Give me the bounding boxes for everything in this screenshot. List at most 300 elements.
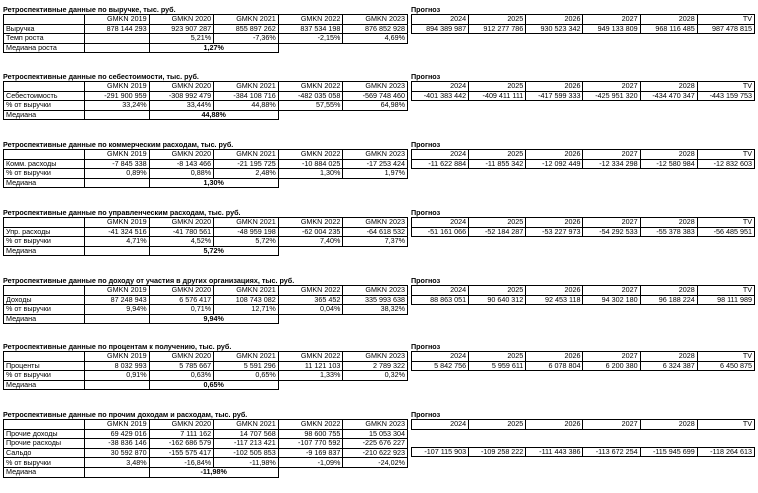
forecast-value-cell[interactable]: -111 443 386 [526, 447, 583, 457]
forecast-year-cell[interactable]: 2025 [469, 218, 526, 228]
prognoz-label: Прогноз [411, 140, 441, 149]
forecast-year-cell[interactable]: 2026 [526, 352, 583, 362]
row-label-cell[interactable]: Проценты [4, 361, 85, 371]
forecast-year-cell[interactable]: 2028 [640, 352, 697, 362]
forecast-year-cell[interactable]: 2025 [469, 420, 526, 430]
value-cell[interactable]: -162 686 579 [149, 439, 214, 449]
table-row [4, 458, 408, 468]
year-header-cell[interactable]: GMKN 2021 [214, 420, 279, 430]
value-cell[interactable]: 7,40% [278, 237, 343, 247]
row-label-cell[interactable]: Медиана [4, 314, 85, 324]
year-header-cell[interactable]: GMKN 2019 [85, 15, 150, 25]
forecast-year-cell[interactable]: 2027 [583, 82, 640, 92]
forecast-year-cell[interactable]: 2024 [412, 82, 469, 92]
value-cell[interactable]: 5,21% [149, 34, 214, 44]
forecast-value-cell[interactable]: 949 133 809 [583, 24, 640, 34]
row-label-cell[interactable]: % от выручки [4, 305, 85, 315]
section-title: Ретроспективные данные по коммерческим расходам, тыс. руб. [3, 140, 234, 149]
row-label-cell[interactable]: Выручка [4, 24, 85, 34]
forecast-value-cell[interactable]: 5 842 756 [412, 361, 469, 371]
value-cell[interactable]: 5 591 296 [214, 361, 279, 371]
table-row [4, 178, 408, 188]
section-title: Ретроспективные данные по выручке, тыс. руб. [3, 5, 176, 14]
value-cell[interactable]: -10 884 025 [278, 159, 343, 169]
forecast-value-cell[interactable]: -11 855 342 [469, 159, 526, 169]
value-cell[interactable]: -21 195 725 [214, 159, 279, 169]
value-cell[interactable]: -384 108 716 [214, 91, 279, 101]
prognoz-label: Прогноз [411, 208, 441, 217]
year-header-cell[interactable]: GMKN 2021 [214, 82, 279, 92]
row-label-cell[interactable]: Медиана [4, 178, 85, 188]
table-row [4, 110, 408, 120]
value-cell[interactable]: 0,63% [149, 371, 214, 381]
header-row [4, 15, 408, 25]
retro-table [3, 351, 408, 390]
empty-cell[interactable] [469, 429, 526, 438]
forecast-year-cell[interactable]: 2027 [583, 420, 640, 430]
value-cell[interactable]: -9 169 837 [278, 448, 343, 458]
empty-cell[interactable] [85, 110, 150, 120]
section-title: Ретроспективные данные по процентам к получению, тыс. руб. [3, 342, 232, 351]
forecast-value-cell[interactable]: -52 184 287 [469, 227, 526, 237]
forecast-year-cell[interactable]: 2025 [469, 82, 526, 92]
row-label-cell[interactable]: Доходы [4, 295, 85, 305]
year-header-cell[interactable]: GMKN 2023 [343, 286, 408, 296]
table-row [4, 227, 408, 237]
forecast-year-cell[interactable]: 2027 [583, 286, 640, 296]
year-header-cell[interactable]: GMKN 2022 [278, 15, 343, 25]
forecast-year-cell[interactable]: 2024 [412, 15, 469, 25]
forecast-year-cell[interactable]: 2024 [412, 352, 469, 362]
value-cell[interactable]: 5,72% [214, 237, 279, 247]
value-cell[interactable]: -48 959 198 [214, 227, 279, 237]
year-header-cell[interactable]: GMKN 2022 [278, 82, 343, 92]
forecast-value-cell[interactable]: -12 580 984 [640, 159, 697, 169]
value-cell[interactable]: 0,88% [149, 169, 214, 179]
empty-cell[interactable] [85, 314, 150, 324]
year-header-cell[interactable]: GMKN 2019 [85, 150, 150, 160]
value-cell[interactable]: -155 575 417 [149, 448, 214, 458]
forecast-empty-row [412, 429, 755, 438]
table-row [4, 361, 408, 371]
forecast-value-cell[interactable]: -409 411 111 [469, 91, 526, 101]
forecast-value-cell[interactable]: 90 640 312 [469, 295, 526, 305]
year-header-cell[interactable]: GMKN 2020 [149, 82, 214, 92]
value-cell[interactable]: 0,89% [85, 169, 150, 179]
median-value-cell[interactable]: -11,98% [149, 467, 278, 477]
empty-cell[interactable] [85, 380, 150, 390]
empty-cell[interactable] [583, 438, 640, 447]
value-cell[interactable]: 335 993 638 [343, 295, 408, 305]
value-cell[interactable]: -102 505 853 [214, 448, 279, 458]
table-row [4, 24, 408, 34]
row-label-cell[interactable]: % от выручки [4, 169, 85, 179]
forecast-value-cell[interactable]: -12 092 449 [526, 159, 583, 169]
forecast-value-cell[interactable]: 912 277 786 [469, 24, 526, 34]
header-empty-cell[interactable] [4, 150, 85, 160]
value-cell[interactable]: 64,98% [343, 101, 408, 111]
empty-cell[interactable] [697, 429, 754, 438]
empty-cell[interactable] [469, 438, 526, 447]
value-cell[interactable]: 0,71% [149, 305, 214, 315]
forecast-year-cell[interactable]: 2028 [640, 15, 697, 25]
forecast-value-cell[interactable]: -109 258 222 [469, 447, 526, 457]
forecast-value-cell[interactable]: -51 161 066 [412, 227, 469, 237]
table-row [4, 429, 408, 439]
year-header-cell[interactable]: GMKN 2021 [214, 286, 279, 296]
forecast-value-cell[interactable]: -425 951 320 [583, 91, 640, 101]
value-cell[interactable]: 1,97% [343, 169, 408, 179]
forecast-year-cell[interactable]: 2027 [583, 352, 640, 362]
forecast-table [411, 419, 755, 457]
forecast-year-cell[interactable]: 2027 [583, 15, 640, 25]
empty-cell[interactable] [85, 246, 150, 256]
row-label-cell[interactable]: Прочие расходы [4, 439, 85, 449]
value-cell[interactable]: 5 785 667 [149, 361, 214, 371]
value-cell[interactable]: -107 770 592 [278, 439, 343, 449]
empty-cell[interactable] [85, 467, 150, 477]
forecast-row [412, 24, 755, 34]
year-header-cell[interactable]: GMKN 2019 [85, 352, 150, 362]
value-cell[interactable]: 38,32% [343, 305, 408, 315]
value-cell[interactable]: 837 534 198 [278, 24, 343, 34]
header-row [4, 286, 408, 296]
retro-table [3, 217, 408, 256]
section-title: Ретроспективные данные по управленческим расходам, тыс. руб. [3, 208, 241, 217]
year-header-cell[interactable]: GMKN 2022 [278, 352, 343, 362]
row-label-cell[interactable]: Медиана [4, 380, 85, 390]
forecast-value-cell[interactable]: -107 115 903 [412, 447, 469, 457]
value-cell[interactable]: -117 213 421 [214, 439, 279, 449]
median-value-cell[interactable]: 9,94% [149, 314, 278, 324]
forecast-value-cell[interactable]: 6 450 875 [697, 361, 754, 371]
value-cell[interactable]: 2,48% [214, 169, 279, 179]
value-cell[interactable]: 4,69% [343, 34, 408, 44]
forecast-row [412, 447, 755, 457]
forecast-empty-row [412, 438, 755, 447]
table-row [4, 34, 408, 44]
header-empty-cell[interactable] [4, 352, 85, 362]
year-header-cell[interactable]: GMKN 2020 [149, 150, 214, 160]
year-header-cell[interactable]: GMKN 2023 [343, 150, 408, 160]
forecast-year-cell[interactable]: 2024 [412, 420, 469, 430]
empty-cell[interactable] [412, 438, 469, 447]
forecast-year-cell[interactable]: TV [697, 82, 754, 92]
year-header-cell[interactable]: GMKN 2020 [149, 286, 214, 296]
forecast-year-cell[interactable]: 2028 [640, 420, 697, 430]
value-cell[interactable]: -41 780 561 [149, 227, 214, 237]
value-cell[interactable] [85, 34, 150, 44]
row-label-cell[interactable]: Медиана роста [4, 43, 85, 53]
year-header-cell[interactable]: GMKN 2023 [343, 15, 408, 25]
value-cell[interactable]: 33,44% [149, 101, 214, 111]
year-header-cell[interactable]: GMKN 2022 [278, 286, 343, 296]
table-row [4, 380, 408, 390]
table-row [4, 467, 408, 477]
prognoz-label: Прогноз [411, 342, 441, 351]
forecast-value-cell[interactable]: 98 111 989 [697, 295, 754, 305]
forecast-year-cell[interactable]: TV [697, 150, 754, 160]
row-label-cell[interactable]: % от выручки [4, 458, 85, 468]
value-cell[interactable]: -41 324 516 [85, 227, 150, 237]
forecast-year-cell[interactable]: TV [697, 286, 754, 296]
value-cell[interactable]: -225 676 227 [343, 439, 408, 449]
retro-table [3, 419, 408, 478]
forecast-value-cell[interactable]: 92 453 118 [526, 295, 583, 305]
value-cell[interactable]: -1,09% [278, 458, 343, 468]
forecast-year-cell[interactable]: 2026 [526, 150, 583, 160]
value-cell[interactable]: 1,30% [278, 169, 343, 179]
value-cell[interactable]: -62 004 235 [278, 227, 343, 237]
value-cell[interactable]: 98 600 755 [278, 429, 343, 439]
forecast-value-cell[interactable]: -434 470 347 [640, 91, 697, 101]
empty-cell[interactable] [697, 438, 754, 447]
forecast-value-cell[interactable]: -55 378 383 [640, 227, 697, 237]
empty-cell[interactable] [526, 438, 583, 447]
value-cell[interactable]: 878 144 293 [85, 24, 150, 34]
forecast-table [411, 81, 755, 101]
forecast-year-cell[interactable]: 2025 [469, 150, 526, 160]
prognoz-label: Прогноз [411, 276, 441, 285]
value-cell[interactable]: 15 053 304 [343, 429, 408, 439]
year-header-cell[interactable]: GMKN 2019 [85, 218, 150, 228]
forecast-header-row [412, 82, 755, 92]
year-header-cell[interactable]: GMKN 2020 [149, 218, 214, 228]
row-label-cell[interactable]: % от выручки [4, 101, 85, 111]
row-label-cell[interactable]: Медиана [4, 246, 85, 256]
value-cell[interactable]: -64 618 532 [343, 227, 408, 237]
empty-cell[interactable] [640, 438, 697, 447]
forecast-year-cell[interactable]: 2026 [526, 218, 583, 228]
value-cell[interactable]: 33,24% [85, 101, 150, 111]
forecast-year-cell[interactable]: 2024 [412, 218, 469, 228]
forecast-value-cell[interactable]: 6 078 804 [526, 361, 583, 371]
forecast-value-cell[interactable]: -12 832 603 [697, 159, 754, 169]
year-header-cell[interactable]: GMKN 2021 [214, 218, 279, 228]
header-row [4, 352, 408, 362]
forecast-table [411, 285, 755, 305]
value-cell[interactable]: 6 576 417 [149, 295, 214, 305]
forecast-value-cell[interactable]: -443 159 753 [697, 91, 754, 101]
forecast-table [411, 14, 755, 34]
row-label-cell[interactable]: % от выручки [4, 371, 85, 381]
year-header-cell[interactable]: GMKN 2021 [214, 150, 279, 160]
value-cell[interactable]: 14 707 568 [214, 429, 279, 439]
year-header-cell[interactable]: GMKN 2019 [85, 82, 150, 92]
empty-cell[interactable] [85, 43, 150, 53]
value-cell[interactable]: -308 992 479 [149, 91, 214, 101]
table-row [4, 101, 408, 111]
forecast-year-cell[interactable]: 2024 [412, 286, 469, 296]
value-cell[interactable]: 365 452 [278, 295, 343, 305]
value-cell[interactable]: 57,55% [278, 101, 343, 111]
year-header-cell[interactable]: GMKN 2021 [214, 15, 279, 25]
value-cell[interactable]: 7,37% [343, 237, 408, 247]
empty-cell[interactable] [85, 178, 150, 188]
forecast-value-cell[interactable]: 987 478 815 [697, 24, 754, 34]
value-cell[interactable]: 4,71% [85, 237, 150, 247]
forecast-value-cell[interactable]: -56 485 951 [697, 227, 754, 237]
forecast-year-cell[interactable]: 2028 [640, 286, 697, 296]
forecast-year-cell[interactable]: 2027 [583, 150, 640, 160]
value-cell[interactable]: 8 032 993 [85, 361, 150, 371]
value-cell[interactable]: 0,91% [85, 371, 150, 381]
header-empty-cell[interactable] [4, 286, 85, 296]
forecast-row [412, 361, 755, 371]
forecast-year-cell[interactable]: 2025 [469, 352, 526, 362]
forecast-value-cell[interactable]: 96 188 224 [640, 295, 697, 305]
value-cell[interactable]: 876 852 928 [343, 24, 408, 34]
forecast-value-cell[interactable]: -113 672 254 [583, 447, 640, 457]
forecast-year-cell[interactable]: TV [697, 420, 754, 430]
forecast-year-cell[interactable]: 2025 [469, 15, 526, 25]
year-header-cell[interactable]: GMKN 2022 [278, 150, 343, 160]
value-cell[interactable]: -210 622 923 [343, 448, 408, 458]
header-empty-cell[interactable] [4, 420, 85, 430]
value-cell[interactable]: 0,65% [214, 371, 279, 381]
forecast-value-cell[interactable]: 88 863 051 [412, 295, 469, 305]
row-label-cell[interactable]: Прочие доходы [4, 429, 85, 439]
value-cell[interactable]: 1,33% [278, 371, 343, 381]
row-label-cell[interactable]: Комм. расходы [4, 159, 85, 169]
year-header-cell[interactable]: GMKN 2020 [149, 15, 214, 25]
forecast-value-cell[interactable]: -12 334 298 [583, 159, 640, 169]
forecast-row [412, 159, 755, 169]
header-row [4, 150, 408, 160]
median-value-cell[interactable]: 44,88% [149, 110, 278, 120]
forecast-year-cell[interactable]: 2028 [640, 150, 697, 160]
forecast-row [412, 227, 755, 237]
value-cell[interactable]: 87 248 943 [85, 295, 150, 305]
forecast-value-cell[interactable]: -401 383 442 [412, 91, 469, 101]
value-cell[interactable]: 0,04% [278, 305, 343, 315]
median-value-cell[interactable]: 0,65% [149, 380, 278, 390]
median-value-cell[interactable]: 5,72% [149, 246, 278, 256]
value-cell[interactable]: 855 897 262 [214, 24, 279, 34]
forecast-value-cell[interactable]: 894 389 987 [412, 24, 469, 34]
empty-cell[interactable] [526, 429, 583, 438]
table-row [4, 91, 408, 101]
year-header-cell[interactable]: GMKN 2023 [343, 420, 408, 430]
forecast-year-cell[interactable]: 2028 [640, 218, 697, 228]
header-empty-cell[interactable] [4, 82, 85, 92]
value-cell[interactable]: -7 845 338 [85, 159, 150, 169]
year-header-cell[interactable]: GMKN 2022 [278, 420, 343, 430]
forecast-year-cell[interactable]: 2028 [640, 82, 697, 92]
row-label-cell[interactable]: Медиана [4, 467, 85, 477]
value-cell[interactable]: 2 789 322 [343, 361, 408, 371]
empty-cell[interactable] [583, 429, 640, 438]
forecast-value-cell[interactable]: -417 599 333 [526, 91, 583, 101]
retro-table [3, 81, 408, 120]
value-cell[interactable]: 69 429 016 [85, 429, 150, 439]
forecast-year-cell[interactable]: 2026 [526, 286, 583, 296]
forecast-table [411, 217, 755, 237]
row-label-cell[interactable]: Темп роста [4, 34, 85, 44]
forecast-year-cell[interactable]: 2027 [583, 218, 640, 228]
row-label-cell[interactable]: Медиана [4, 110, 85, 120]
forecast-year-cell[interactable]: TV [697, 15, 754, 25]
value-cell[interactable]: -11,98% [214, 458, 279, 468]
value-cell[interactable]: 9,94% [85, 305, 150, 315]
forecast-year-cell[interactable]: TV [697, 218, 754, 228]
value-cell[interactable]: -291 900 959 [85, 91, 150, 101]
value-cell[interactable]: 12,71% [214, 305, 279, 315]
year-header-cell[interactable]: GMKN 2023 [343, 352, 408, 362]
median-value-cell[interactable]: 1,27% [149, 43, 278, 53]
value-cell[interactable]: -7,36% [214, 34, 279, 44]
year-header-cell[interactable]: GMKN 2019 [85, 420, 150, 430]
value-cell[interactable]: -16,84% [149, 458, 214, 468]
value-cell[interactable]: -24,02% [343, 458, 408, 468]
value-cell[interactable]: 3,48% [85, 458, 150, 468]
forecast-value-cell[interactable]: -11 622 884 [412, 159, 469, 169]
value-cell[interactable]: -8 143 466 [149, 159, 214, 169]
forecast-value-cell[interactable]: -54 292 533 [583, 227, 640, 237]
forecast-year-cell[interactable]: 2025 [469, 286, 526, 296]
year-header-cell[interactable]: GMKN 2023 [343, 218, 408, 228]
year-header-cell[interactable]: GMKN 2022 [278, 218, 343, 228]
forecast-year-cell[interactable]: 2026 [526, 420, 583, 430]
value-cell[interactable]: 44,88% [214, 101, 279, 111]
row-label-cell[interactable]: Себестоимость [4, 91, 85, 101]
value-cell[interactable]: -2,15% [278, 34, 343, 44]
row-label-cell[interactable]: % от выручки [4, 237, 85, 247]
forecast-value-cell[interactable]: 968 116 485 [640, 24, 697, 34]
forecast-header-row [412, 286, 755, 296]
forecast-table [411, 149, 755, 169]
value-cell[interactable]: -569 748 460 [343, 91, 408, 101]
empty-cell[interactable] [412, 429, 469, 438]
forecast-value-cell[interactable]: -53 227 973 [526, 227, 583, 237]
header-empty-cell[interactable] [4, 218, 85, 228]
value-cell[interactable]: 108 743 082 [214, 295, 279, 305]
forecast-year-cell[interactable]: 2024 [412, 150, 469, 160]
value-cell[interactable]: 11 121 103 [278, 361, 343, 371]
value-cell[interactable]: -38 836 146 [85, 439, 150, 449]
forecast-value-cell[interactable]: 6 200 380 [583, 361, 640, 371]
table-row [4, 371, 408, 381]
median-value-cell[interactable]: 1,30% [149, 178, 278, 188]
value-cell[interactable]: 4,52% [149, 237, 214, 247]
row-label-cell[interactable]: Сальдо [4, 448, 85, 458]
value-cell[interactable]: 923 907 287 [149, 24, 214, 34]
forecast-value-cell[interactable]: -118 264 613 [697, 447, 754, 457]
year-header-cell[interactable]: GMKN 2020 [149, 352, 214, 362]
year-header-cell[interactable]: GMKN 2023 [343, 82, 408, 92]
row-label-cell[interactable]: Упр. расходы [4, 227, 85, 237]
forecast-value-cell[interactable]: 930 523 342 [526, 24, 583, 34]
value-cell[interactable]: -17 253 424 [343, 159, 408, 169]
header-empty-cell[interactable] [4, 15, 85, 25]
year-header-cell[interactable]: GMKN 2021 [214, 352, 279, 362]
forecast-year-cell[interactable]: TV [697, 352, 754, 362]
forecast-header-row [412, 150, 755, 160]
forecast-value-cell[interactable]: -115 945 699 [640, 447, 697, 457]
value-cell[interactable]: 0,32% [343, 371, 408, 381]
year-header-cell[interactable]: GMKN 2020 [149, 420, 214, 430]
forecast-year-cell[interactable]: 2026 [526, 15, 583, 25]
value-cell[interactable]: -482 035 058 [278, 91, 343, 101]
empty-cell[interactable] [640, 429, 697, 438]
forecast-value-cell[interactable]: 6 324 387 [640, 361, 697, 371]
value-cell[interactable]: 30 592 870 [85, 448, 150, 458]
forecast-value-cell[interactable]: 5 959 611 [469, 361, 526, 371]
forecast-year-cell[interactable]: 2026 [526, 82, 583, 92]
year-header-cell[interactable]: GMKN 2019 [85, 286, 150, 296]
value-cell[interactable]: 7 111 162 [149, 429, 214, 439]
forecast-value-cell[interactable]: 94 302 180 [583, 295, 640, 305]
